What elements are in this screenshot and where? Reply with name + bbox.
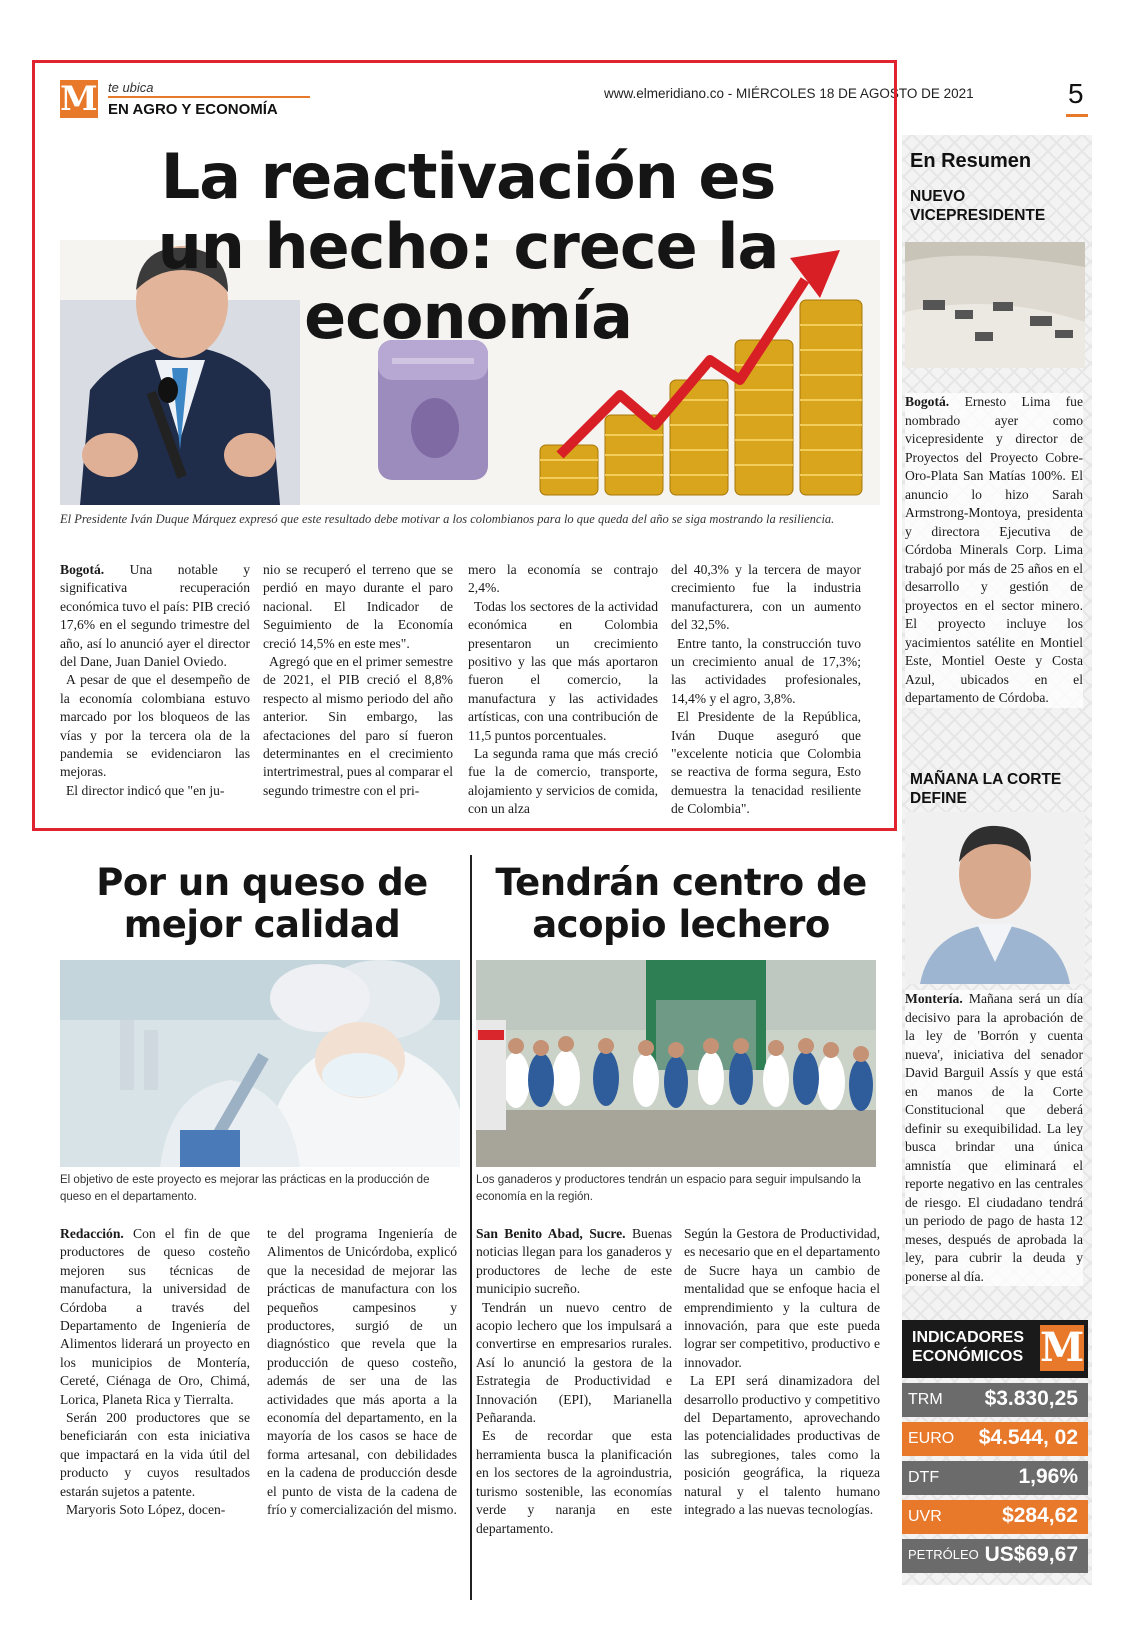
indicator-label: PETRÓLEO bbox=[908, 1547, 979, 1562]
lab-photo bbox=[60, 960, 460, 1167]
paragraph bbox=[468, 598, 658, 745]
queso-headline: Por un queso de mejor calidad bbox=[96, 861, 428, 946]
main-article-column-2 bbox=[263, 561, 453, 800]
acopio-article-column-2 bbox=[684, 1225, 880, 1520]
paragraph-text: del 40,3% y la tercera de mayor crecimiento fue la industria manufacturera, con un aumento del 32,5%. bbox=[671, 562, 861, 633]
main-article-column-1 bbox=[60, 561, 250, 800]
paragraph-text: La EPI será dinamizadora del desarrollo productivo y competitivo del Departamento, aprovechando las potencialidades productivas de las subregiones, tales como la posición geográfica, la riqueza natural y el talento humano integrado a las nuevas tecnologías. bbox=[684, 1373, 880, 1518]
paragraph bbox=[60, 1225, 250, 1409]
indicators-title: INDICADORES ECONÓMICOS bbox=[912, 1329, 1025, 1365]
dateline: Montería. bbox=[905, 991, 963, 1006]
paragraph bbox=[671, 635, 861, 709]
paragraph-text: Buenas noticias llegan para los ganaderos y productores de leche de este municipio sucreño. bbox=[476, 1226, 672, 1297]
paragraph bbox=[263, 561, 453, 653]
paragraph-text: nio se recuperó el terreno que se perdió en mayo durante el paro nacional. El Indicador de Seguimiento de la Economía creció 14,5% en este mes". bbox=[263, 562, 453, 651]
paragraph-text: Agregó que en el primer semestre de 2021, el PIB creció el 8,8% respecto al mismo periodo del año anterior. Sin embargo, las afectaciones del paro sí fueron determinantes en el crecimiento intertrimestral, pues al comparar el segundo trimestre con el pri- bbox=[263, 654, 453, 798]
indicators-logo: M bbox=[1040, 1324, 1085, 1371]
queso-article-column-2 bbox=[267, 1225, 457, 1520]
indicator-value: 1,96% bbox=[1018, 1465, 1078, 1488]
indicator-row-uvr bbox=[902, 1500, 1088, 1534]
paragraph-text: Una notable y significativa recuperación económica tuvo el país: PIB creció 17,6% en el segundo trimestre del año, así lo anunció ayer el director del Dane, Juan Daniel Oviedo. bbox=[60, 562, 250, 670]
sidebar-text-corte bbox=[905, 990, 1083, 1286]
paragraph-text: La segunda rama que más creció fue la de comercio, transporte, alojamiento y servicios de comida, con un alza bbox=[468, 746, 658, 817]
paragraph bbox=[476, 1427, 672, 1537]
section-tagline: te ubica bbox=[108, 80, 154, 95]
mining-photo bbox=[905, 242, 1085, 368]
page-number-underline bbox=[1066, 114, 1088, 117]
main-article-column-4 bbox=[671, 561, 861, 819]
paragraph bbox=[60, 782, 250, 800]
indicator-value: $284,62 bbox=[1002, 1504, 1078, 1527]
indicator-value: $3.830,25 bbox=[984, 1387, 1078, 1410]
main-photo-caption: El Presidente Iván Duque Márquez expresó que este resultado debe motivar a los colombianos para lo que queda del año se siga mostrando la resiliencia. bbox=[60, 512, 835, 526]
paragraph-text: A pesar de que el desempeño de la economía colombiana estuvo marcado por los bloqueos de las vías y por la tercera ola de la pandemia se evidenciaron las mejoras. bbox=[60, 672, 250, 780]
paragraph bbox=[684, 1372, 880, 1519]
queso-article-column-1 bbox=[60, 1225, 250, 1520]
paragraph-text: Tendrán un nuevo centro de acopio lechero que los impulsará a convertirse en empresarios rurales. Así lo anunció la gestora de la Estrategia de Productividad e Innovación (EPI), Marianella Peñaranda. bbox=[476, 1299, 672, 1426]
paragraph bbox=[671, 708, 861, 818]
dateline: Bogotá. bbox=[60, 562, 105, 577]
paragraph-text: te del programa Ingeniería de Alimentos de Unicórdoba, explicó que la necesidad de mejorar las prácticas de manufactura con los pequeños campesinos y productores, surgió de un diagnóstico que revela que la producción de queso costeño, además de ser una de las actividades que más aporta a la economía del departamento, en la mayoría de los casos se hace de forma artesanal, con debilidades en la cadena de producción desde el punto de vista de la cadena de frío y comercialización del mismo. bbox=[267, 1226, 457, 1518]
queso-photo-caption: El objetivo de este proyecto es mejorar las prácticas en la producción de queso en el departamento. bbox=[60, 1174, 430, 1203]
acopio-headline: Tendrán centro de acopio lechero bbox=[495, 861, 867, 946]
column-divider bbox=[470, 855, 472, 1600]
indicator-value: US$69,67 bbox=[984, 1543, 1078, 1566]
sidebar-text-vicepresidente bbox=[905, 393, 1083, 708]
sidebar-heading-vicepresidente: NUEVO VICEPRESIDENTE bbox=[910, 188, 1046, 224]
paragraph-text: Ernesto Lima fue nombrado ayer como vicepresidente y director de Proyectos del Proyecto Cobre-Oro-Plata San Matías 100%. El anuncio lo hizo Sarah Armstrong-Montoya, presidenta y directora Ejecutiva de Córdoba Minerals Corp. Lima trabajó por más de 25 años en el desarrollo y gestión de proyectos en el sector minero. El proyecto incluye los yacimientos satélite en Montiel Este, Montiel Oeste y Costa Azul, ubicados en el departamento de Córdoba. bbox=[905, 394, 1083, 705]
paragraph-text: El Presidente de la República, Iván Duque aseguró que "excelente noticia que Colombia se reactiva de forma segura, Esto demuestra la tenacidad resiliente de Colombia". bbox=[671, 709, 861, 817]
dateline: San Benito Abad, Sucre. bbox=[476, 1226, 626, 1241]
paragraph-text: Mañana será un día decisivo para la aprobación de la ley de 'Borrón y cuenta nueva', iniciativa del senador David Barguil Assís y que está en manos de la Corte Constitucional que deberá definir su exequibilidad. La ley busca brindar una única amnistía que eliminará el reporte negativo en las centrales de riesgo. El ciudadano tendrá un periodo de pago de hasta 12 meses, después de aprobada la ley, para cubrir la deuda y ponerse al día. bbox=[905, 991, 1083, 1284]
page-number: 5 bbox=[1068, 78, 1084, 109]
indicator-label: UVR bbox=[908, 1508, 942, 1525]
main-headline: La reactivación es un hecho: crece la economía bbox=[157, 140, 779, 353]
acopio-photo-caption: Los ganaderos y productores tendrán un espacio para seguir impulsando la economía en la región. bbox=[476, 1174, 861, 1203]
section-underline bbox=[108, 96, 310, 98]
paragraph bbox=[267, 1225, 457, 1520]
sidebar-title: En Resumen bbox=[910, 150, 1032, 172]
indicator-label: EURO bbox=[908, 1430, 955, 1447]
paragraph bbox=[671, 561, 861, 635]
paragraph bbox=[684, 1225, 880, 1372]
paragraph-text: Según la Gestora de Productividad, es necesario que en el departamento de Sucre haya un cambio de mentalidad que se enfoque hacia el emprendimiento y la cultura de innovación, para que este pueda lograr ser competitivo, productivo e innovador. bbox=[684, 1226, 880, 1370]
paragraph bbox=[468, 745, 658, 819]
sidebar-heading-corte: MAÑANA LA CORTE DEFINE bbox=[910, 771, 1062, 807]
paragraph bbox=[60, 561, 250, 671]
paragraph bbox=[905, 393, 1083, 708]
paragraph-text: Entre tanto, la construcción tuvo un crecimiento anual de 17,3%; las actividades profesionales, 14,4% y el agro, 3,8%. bbox=[671, 635, 861, 706]
paragraph-text: mero la economía se contrajo 2,4%. bbox=[468, 562, 658, 596]
indicator-row-petróleo bbox=[902, 1539, 1088, 1573]
dateline: Redacción. bbox=[60, 1226, 124, 1241]
newspaper-logo: M bbox=[60, 79, 98, 119]
paragraph-text: Todas los sectores de la actividad económica en Colombia presentaron un crecimiento positivo y las que más aportaron fueron el comercio, la manufactura y las actividades artísticas, con una contribución de 11,5 puntos porcentuales. bbox=[468, 598, 658, 743]
paragraph-text: El director indicó que "en ju- bbox=[66, 782, 225, 798]
paragraph bbox=[476, 1299, 672, 1428]
paragraph bbox=[476, 1225, 672, 1299]
indicator-label: TRM bbox=[908, 1391, 943, 1408]
paragraph-text: Serán 200 productores que se beneficiarán con esta iniciativa que impactará en la vida útil del producto y cuyos resultados estarán sujetos a patente. bbox=[60, 1410, 250, 1499]
paragraph bbox=[60, 1501, 250, 1519]
paragraph-text: Maryoris Soto López, docen- bbox=[66, 1502, 226, 1518]
indicator-value: $4.544, 02 bbox=[978, 1426, 1078, 1449]
paragraph bbox=[60, 1409, 250, 1501]
senator-photo bbox=[905, 812, 1085, 984]
acopio-article-column-1 bbox=[476, 1225, 672, 1538]
paragraph-text: Es de recordar que esta herramienta busca la planificación en los sectores de la agroindustria, turismo sostenible, las economías verde y naranja en este departamento. bbox=[476, 1428, 672, 1536]
site-and-date: www.elmeridiano.co - MIÉRCOLES 18 DE AGOSTO DE 2021 bbox=[604, 86, 974, 101]
paragraph bbox=[60, 671, 250, 781]
indicator-row-trm bbox=[902, 1383, 1088, 1417]
paragraph bbox=[905, 990, 1083, 1286]
main-article-column-3 bbox=[468, 561, 658, 819]
section-name: EN AGRO Y ECONOMÍA bbox=[108, 101, 278, 118]
paragraph-text: Con el fin de que productores de queso costeño mejoren sus técnicas de manufactura, la universidad de Córdoba a través del Departamento de Ingeniería de Alimentos liderará un proyecto en los municipios de Montería, Cereté, Ciénaga de Oro, Chimá, Lorica, Planeta Rica y Tierralta. bbox=[60, 1226, 250, 1407]
indicator-row-dtf bbox=[902, 1461, 1088, 1495]
ganaderos-photo bbox=[476, 960, 876, 1167]
indicator-row-euro bbox=[902, 1422, 1088, 1456]
indicator-label: DTF bbox=[908, 1469, 940, 1486]
dateline: Bogotá. bbox=[905, 394, 950, 409]
paragraph bbox=[468, 561, 658, 598]
paragraph bbox=[263, 653, 453, 800]
